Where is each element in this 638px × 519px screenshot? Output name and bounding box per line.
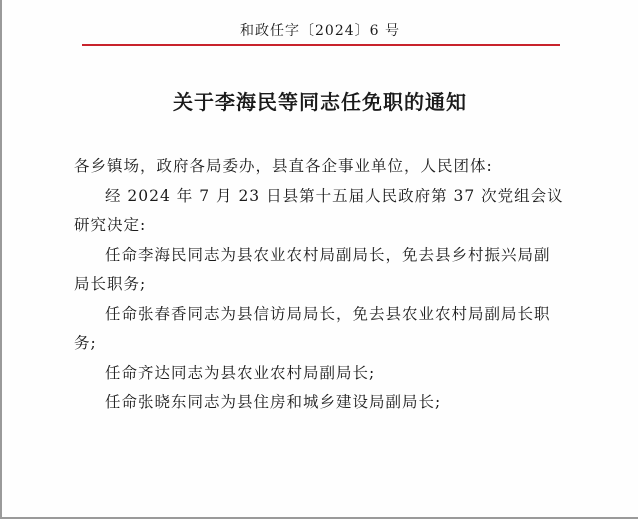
body-paragraph-decision: 经 2024 年 7 月 23 日县第十五届人民政府第 37 次党组会议研究决定: [74, 186, 564, 234]
body-paragraph-appointment-1: 任命李海民同志为县农业农村局副局长，免去县乡村振兴局副局长职务; [74, 245, 551, 293]
document-number: 和政任字〔2024〕6 号 [240, 23, 400, 39]
red-header-rule [82, 44, 560, 46]
body-paragraph-appointment-4: 任命张晓东同志为县住房和城乡建设局副局长; [105, 393, 442, 411]
body-paragraph-appointment-3: 任命齐达同志为县农业农村局副局长; [105, 363, 376, 382]
body-paragraph-appointment-2: 任命张春香同志为县信访局局长，免去县农业农村局副局长职务; [74, 304, 551, 352]
salutation: 各乡镇场，政府各局委办，县直各企事业单位，人民团体: [74, 157, 493, 175]
document-title: 关于李海民等同志任免职的通知 [173, 90, 467, 114]
document-body [74, 152, 564, 418]
